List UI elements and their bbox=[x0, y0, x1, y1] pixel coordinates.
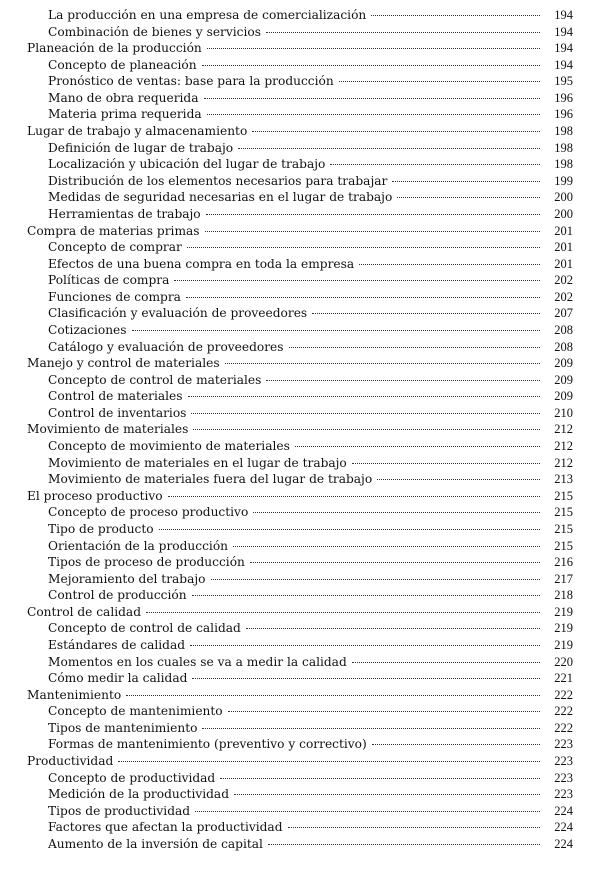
toc-entry-title: Combinación de bienes y servicios bbox=[48, 24, 261, 39]
dot-leader bbox=[204, 98, 541, 99]
toc-entry-title: Formas de mantenimiento (preventivo y correctivo) bbox=[48, 737, 367, 752]
dot-leader bbox=[118, 761, 540, 762]
dot-leader bbox=[225, 363, 540, 364]
dot-leader bbox=[191, 413, 540, 414]
dot-leader bbox=[352, 463, 540, 464]
toc-page-number: 219 bbox=[554, 604, 573, 619]
dot-leader bbox=[339, 81, 540, 82]
toc-entry-title: Concepto de productividad bbox=[48, 770, 216, 785]
toc-subsection bbox=[0, 189, 600, 206]
dot-leader bbox=[205, 231, 540, 232]
toc-subsection bbox=[0, 654, 600, 671]
toc-page-number: 223 bbox=[554, 754, 573, 769]
toc-entry-title: Lugar de trabajo y almacenamiento bbox=[27, 124, 248, 139]
toc-entry-title: Localización y ubicación del lugar de trabajo bbox=[48, 157, 326, 172]
toc-subsection bbox=[0, 7, 600, 24]
toc-section bbox=[0, 223, 600, 240]
dot-leader bbox=[188, 396, 540, 397]
toc-subsection bbox=[0, 670, 600, 687]
dot-leader bbox=[392, 181, 540, 182]
toc-entry-title: Tipos de mantenimiento bbox=[48, 720, 198, 735]
toc-subsection bbox=[0, 156, 600, 173]
toc-page-number: 223 bbox=[554, 787, 573, 802]
toc-page-number: 222 bbox=[554, 720, 573, 735]
dot-leader bbox=[330, 164, 540, 165]
toc-page-number: 219 bbox=[554, 621, 573, 636]
toc-page-number: 212 bbox=[554, 455, 573, 470]
toc-page-number: 212 bbox=[554, 422, 573, 437]
toc-page-number: 209 bbox=[554, 389, 573, 404]
toc-entry-title: Concepto de movimiento de materiales bbox=[48, 439, 290, 454]
toc-subsection bbox=[0, 504, 600, 521]
dot-leader bbox=[312, 313, 540, 314]
dot-leader bbox=[288, 827, 541, 828]
toc-subsection bbox=[0, 239, 600, 256]
toc-entry-title: Planeación de la producción bbox=[27, 41, 202, 56]
toc-page-number: 199 bbox=[554, 173, 573, 188]
toc-subsection bbox=[0, 571, 600, 588]
toc-entry-title: Efectos de una buena compra en toda la empresa bbox=[48, 256, 355, 271]
toc-entry-title: Movimiento de materiales fuera del lugar de trabajo bbox=[48, 472, 373, 487]
toc-page-number: 201 bbox=[554, 240, 573, 255]
toc-subsection bbox=[0, 106, 600, 123]
toc-subsection bbox=[0, 455, 600, 472]
toc-page-number: 213 bbox=[554, 472, 573, 487]
toc-entry-title: Movimiento de materiales bbox=[27, 422, 189, 437]
toc-subsection bbox=[0, 538, 600, 555]
toc-subsection bbox=[0, 438, 600, 455]
dot-leader bbox=[253, 512, 540, 513]
toc-page-number: 215 bbox=[554, 521, 573, 536]
toc-entry-title: Concepto de comprar bbox=[48, 240, 182, 255]
toc-subsection bbox=[0, 73, 600, 90]
toc-section bbox=[0, 421, 600, 438]
dot-leader bbox=[206, 214, 540, 215]
toc-subsection bbox=[0, 339, 600, 356]
toc-page-number: 216 bbox=[554, 555, 573, 570]
dot-leader bbox=[195, 811, 540, 812]
toc-subsection bbox=[0, 803, 600, 820]
dot-leader bbox=[174, 280, 540, 281]
toc-page-number: 224 bbox=[554, 803, 573, 818]
dot-leader bbox=[192, 678, 540, 679]
toc-entry-title: Concepto de control de calidad bbox=[48, 621, 241, 636]
toc-page-number: 209 bbox=[554, 372, 573, 387]
dot-leader bbox=[372, 744, 540, 745]
dot-leader bbox=[352, 662, 540, 663]
dot-leader bbox=[190, 645, 540, 646]
toc-entry-title: La producción en una empresa de comercialización bbox=[48, 8, 367, 22]
dot-leader bbox=[295, 446, 540, 447]
toc-page-number: 208 bbox=[554, 339, 573, 354]
toc-page-number: 215 bbox=[554, 488, 573, 503]
dot-leader bbox=[266, 32, 540, 33]
toc-entry-title: Cómo medir la calidad bbox=[48, 671, 188, 686]
toc-entry-title: Momentos en los cuales se va a medir la calidad bbox=[48, 654, 347, 669]
toc-entry-title: Concepto de mantenimiento bbox=[48, 704, 223, 719]
toc-subsection bbox=[0, 770, 600, 787]
table-of-contents bbox=[0, 7, 600, 852]
dot-leader bbox=[192, 595, 540, 596]
toc-entry-title: Factores que afectan la productividad bbox=[48, 820, 283, 835]
dot-leader bbox=[246, 628, 540, 629]
toc-entry-title: Control de calidad bbox=[27, 604, 141, 619]
dot-leader bbox=[187, 247, 540, 248]
toc-page-number: 201 bbox=[554, 223, 573, 238]
toc-page-number: 209 bbox=[554, 356, 573, 371]
toc-entry-title: Pronóstico de ventas: base para la producción bbox=[48, 74, 334, 89]
toc-subsection bbox=[0, 272, 600, 289]
toc-page-number: 220 bbox=[554, 654, 573, 669]
toc-page-number: 202 bbox=[554, 289, 573, 304]
toc-subsection bbox=[0, 620, 600, 637]
toc-section bbox=[0, 123, 600, 140]
toc-subsection bbox=[0, 305, 600, 322]
toc-page-number: 224 bbox=[554, 820, 573, 835]
dot-leader bbox=[359, 264, 540, 265]
toc-page-number: 201 bbox=[554, 256, 573, 271]
dot-leader bbox=[211, 579, 541, 580]
toc-page-number: 223 bbox=[554, 737, 573, 752]
toc-page-number: 210 bbox=[554, 405, 573, 420]
toc-page-number: 207 bbox=[554, 306, 573, 321]
toc-section bbox=[0, 687, 600, 704]
toc-subsection bbox=[0, 289, 600, 306]
toc-entry-title: Concepto de planeación bbox=[48, 57, 197, 72]
toc-entry-title: Mano de obra requerida bbox=[48, 90, 199, 105]
dot-leader bbox=[234, 794, 540, 795]
toc-entry-title: Clasificación y evaluación de proveedores bbox=[48, 306, 308, 321]
dot-leader bbox=[397, 197, 540, 198]
toc-entry-title: Estándares de calidad bbox=[48, 637, 186, 652]
toc-subsection bbox=[0, 173, 600, 190]
toc-entry-title: Concepto de control de materiales bbox=[48, 372, 262, 387]
toc-subsection bbox=[0, 836, 600, 853]
toc-entry-title: Orientación de la producción bbox=[48, 538, 229, 553]
toc-page-number: 198 bbox=[554, 124, 573, 139]
toc-page-number: 217 bbox=[554, 571, 573, 586]
dot-leader bbox=[252, 131, 540, 132]
toc-subsection bbox=[0, 206, 600, 223]
toc-entry-title: Medición de la productividad bbox=[48, 787, 229, 802]
toc-entry-title: Materia prima requerida bbox=[48, 107, 202, 122]
toc-page-number: 215 bbox=[554, 505, 573, 520]
toc-subsection bbox=[0, 372, 600, 389]
toc-entry-title: Control de inventarios bbox=[48, 405, 187, 420]
toc-page-number: 196 bbox=[554, 107, 573, 122]
dot-leader bbox=[207, 48, 540, 49]
toc-subsection bbox=[0, 140, 600, 157]
dot-leader bbox=[207, 114, 540, 115]
toc-page-number: 222 bbox=[554, 704, 573, 719]
toc-subsection bbox=[0, 256, 600, 273]
toc-page-number: 215 bbox=[554, 538, 573, 553]
toc-subsection bbox=[0, 405, 600, 422]
toc-page-number: 194 bbox=[554, 41, 573, 56]
dot-leader bbox=[220, 778, 540, 779]
toc-subsection bbox=[0, 57, 600, 74]
toc-page-number: 219 bbox=[554, 637, 573, 652]
dot-leader bbox=[146, 612, 540, 613]
toc-subsection bbox=[0, 521, 600, 538]
dot-leader bbox=[159, 529, 540, 530]
toc-entry-title: Tipos de productividad bbox=[48, 803, 191, 818]
dot-leader bbox=[266, 380, 540, 381]
toc-subsection bbox=[0, 720, 600, 737]
toc-entry-title: Mejoramiento del trabajo bbox=[48, 571, 206, 586]
dot-leader bbox=[268, 844, 540, 845]
dot-leader bbox=[193, 429, 540, 430]
toc-page-number: 208 bbox=[554, 322, 573, 337]
dot-leader bbox=[186, 297, 540, 298]
toc-entry-title: Políticas de compra bbox=[48, 273, 170, 288]
dot-leader bbox=[168, 496, 540, 497]
toc-entry-title: Concepto de proceso productivo bbox=[48, 505, 249, 520]
toc-entry-title: Catálogo y evaluación de proveedores bbox=[48, 339, 284, 354]
toc-page-number: 218 bbox=[554, 588, 573, 603]
toc-subsection bbox=[0, 786, 600, 803]
toc-page-number: 198 bbox=[554, 140, 573, 155]
toc-section bbox=[0, 488, 600, 505]
toc-page-number: 224 bbox=[554, 836, 573, 851]
toc-page-number: 196 bbox=[554, 90, 573, 105]
toc-page-number: 202 bbox=[554, 273, 573, 288]
toc-page-number: 200 bbox=[554, 206, 573, 221]
toc-entry-title: Cotizaciones bbox=[48, 322, 127, 337]
toc-subsection bbox=[0, 819, 600, 836]
dot-leader bbox=[202, 728, 540, 729]
toc-page-number: 198 bbox=[554, 157, 573, 172]
toc-page-number: 212 bbox=[554, 439, 573, 454]
toc-entry-title: Control de producción bbox=[48, 588, 187, 603]
toc-entry-title: Manejo y control de materiales bbox=[27, 356, 220, 371]
toc-page-number: 195 bbox=[554, 74, 573, 89]
toc-subsection bbox=[0, 322, 600, 339]
dot-leader bbox=[233, 546, 540, 547]
toc-subsection bbox=[0, 90, 600, 107]
toc-page-number: 200 bbox=[554, 190, 573, 205]
toc-entry-title: Control de materiales bbox=[48, 389, 183, 404]
toc-section bbox=[0, 604, 600, 621]
toc-entry-title: Tipos de proceso de producción bbox=[48, 555, 245, 570]
toc-subsection bbox=[0, 637, 600, 654]
toc-page-number: 222 bbox=[554, 687, 573, 702]
dot-leader bbox=[202, 65, 540, 66]
toc-entry-title: Movimiento de materiales en el lugar de trabajo bbox=[48, 455, 347, 470]
toc-page-number: 194 bbox=[554, 8, 573, 22]
toc-subsection bbox=[0, 24, 600, 41]
toc-section bbox=[0, 40, 600, 57]
dot-leader bbox=[228, 711, 540, 712]
toc-subsection bbox=[0, 587, 600, 604]
toc-subsection bbox=[0, 736, 600, 753]
dot-leader bbox=[289, 347, 540, 348]
dot-leader bbox=[238, 148, 540, 149]
dot-leader bbox=[132, 330, 540, 331]
toc-subsection bbox=[0, 388, 600, 405]
dot-leader bbox=[377, 479, 540, 480]
toc-page-number: 221 bbox=[554, 671, 573, 686]
toc-section bbox=[0, 355, 600, 372]
dot-leader bbox=[126, 695, 540, 696]
dot-leader bbox=[250, 562, 540, 563]
toc-subsection bbox=[0, 554, 600, 571]
toc-page-number: 223 bbox=[554, 770, 573, 785]
toc-page-number: 194 bbox=[554, 24, 573, 39]
toc-section bbox=[0, 753, 600, 770]
toc-entry-title: El proceso productivo bbox=[27, 488, 163, 503]
toc-entry-title: Herramientas de trabajo bbox=[48, 206, 201, 221]
dot-leader bbox=[371, 15, 540, 16]
toc-subsection bbox=[0, 703, 600, 720]
toc-entry-title: Medidas de seguridad necesarias en el lugar de trabajo bbox=[48, 190, 393, 205]
toc-entry-title: Funciones de compra bbox=[48, 289, 181, 304]
toc-page-number: 194 bbox=[554, 57, 573, 72]
toc-entry-title: Aumento de la inversión de capital bbox=[48, 836, 263, 851]
toc-entry-title: Compra de materias primas bbox=[27, 223, 200, 238]
toc-entry-title: Distribución de los elementos necesarios para trabajar bbox=[48, 173, 388, 188]
toc-subsection bbox=[0, 471, 600, 488]
toc-entry-title: Tipo de producto bbox=[48, 521, 154, 536]
toc-entry-title: Definición de lugar de trabajo bbox=[48, 140, 234, 155]
toc-entry-title: Productividad bbox=[27, 754, 114, 769]
toc-entry-title: Mantenimiento bbox=[27, 687, 122, 702]
